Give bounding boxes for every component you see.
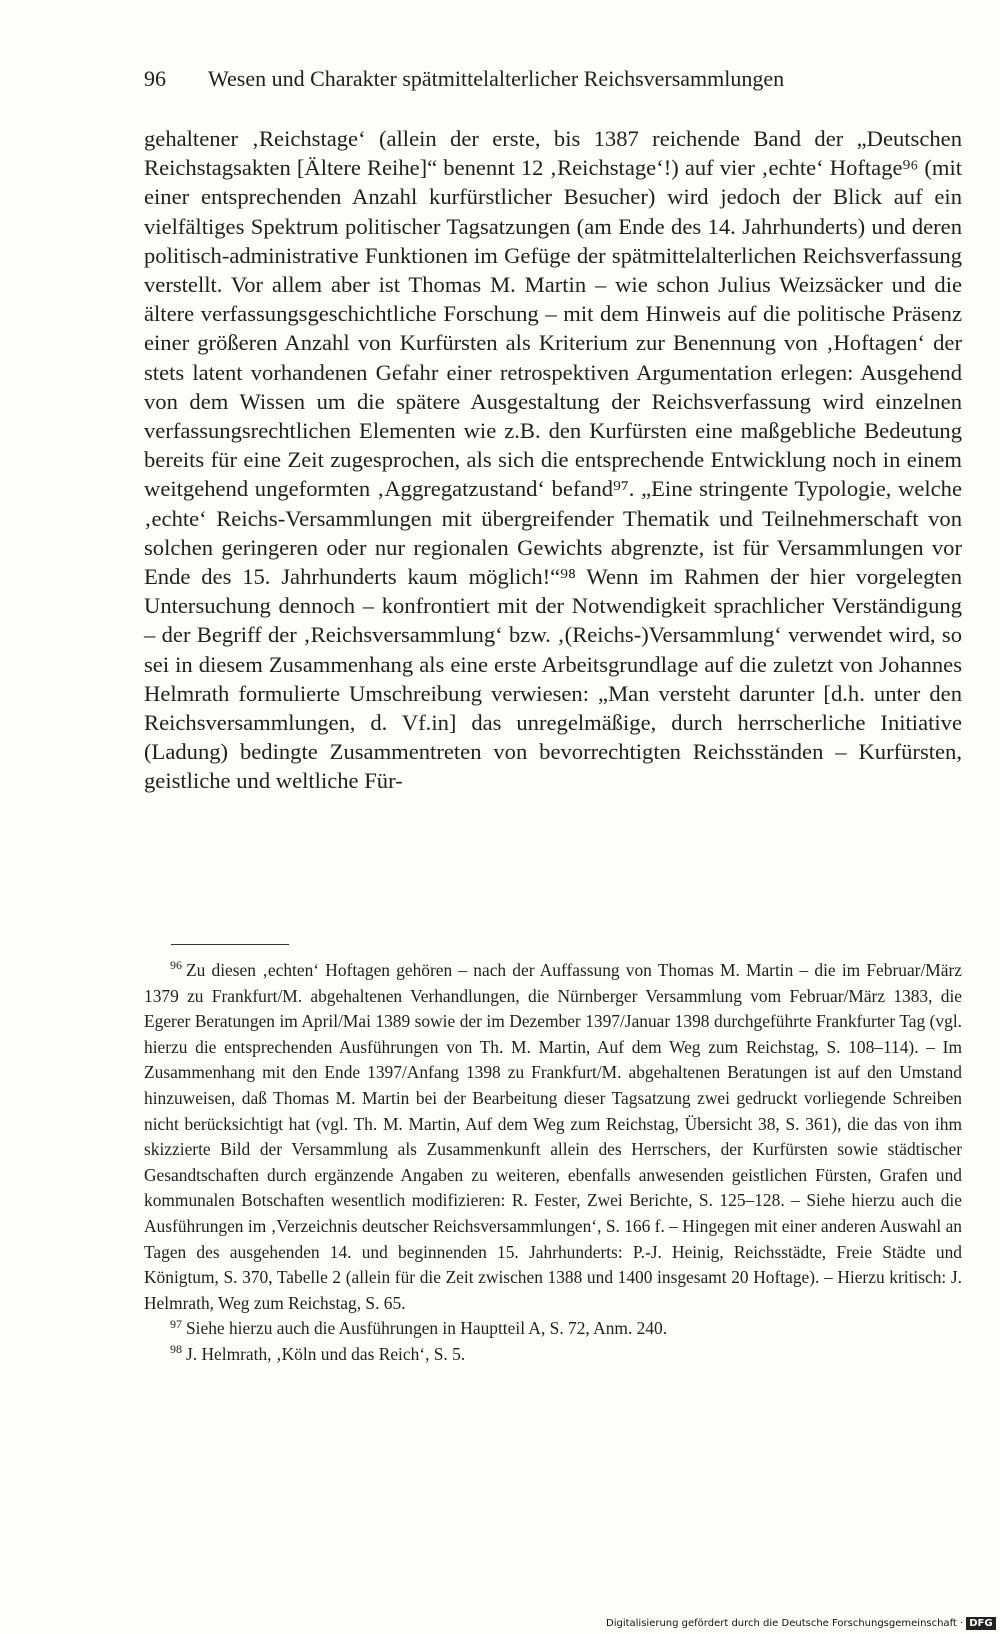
credit-text: Digitalisierung gefördert durch die Deutsche Forschungsgemeinschaft · [606, 1618, 964, 1629]
footnote-text: Siehe hierzu auch die Ausführungen in Hauptteil A, S. 72, Anm. 240. [186, 1318, 668, 1339]
footnote-text: J. Helmrath, ‚Köln und das Reich‘, S. 5. [186, 1343, 466, 1364]
footnote-number: 98 [170, 1342, 182, 1357]
footnote-98 [144, 1342, 962, 1368]
running-header [144, 64, 879, 94]
footnotes [144, 958, 962, 1368]
footnote-96 [144, 958, 962, 1316]
page-number: 96 [144, 66, 166, 91]
footnote-number: 97 [170, 1316, 182, 1331]
digitization-credit [606, 1616, 993, 1632]
footnote-97 [144, 1316, 962, 1342]
running-title: Wesen und Charakter spätmittelalterlicher Reichsversammlungen [208, 66, 785, 91]
main-text [144, 124, 962, 796]
footnote-number: 96 [170, 958, 182, 973]
body-paragraph: gehaltener ‚Reichstage‘ (allein der erste, bis 1387 reichende Band der „Deutschen Reichstagsakten [Ältere Reihe]“ benennt 12 ‚Reichstage‘!) auf vier ‚echte‘ Hoftage⁹⁶ (mit einer entsprechenden Anzahl kurfürstlicher Besucher) wird jedoch der Blick auf ein vielfältiges Spektrum politischer Tagsatzungen (am Ende des 14. Jahrhunderts) und deren politisch-administrative Funktionen im Gefüge der spätmittelalterlichen Reichsverfassung verstellt. Vor allem aber ist Thomas M. Martin – wie schon Julius Weizsäcker und die ältere verfassungsgeschichtliche Forschung – mit dem Hinweis auf die politische Präsenz einer größeren Anzahl von Kurfürsten als Kriterium zur Benennung von ‚Hoftagen‘ der stets latent vorhandenen Gefahr einer retrospektiven Argumentation erlegen: Ausgehend von dem Wissen um die spätere Ausgestaltung der Reichsverfassung wird einzelnen verfassungsrechtlichen Elementen wie z.B. den Kurfürsten eine maßgebliche Bedeutung bereits für eine Zeit zugesprochen, als sich die entsprechende Entwicklung noch in einem weitgehend ungeformten ‚Aggregatzustand‘ befand⁹⁷. „Eine stringente Typologie, welche ‚echte‘ Reichs-Versammlungen mit übergreifender Thematik und Teilnehmerschaft von solchen geringeren oder nur regionalen Gewichts abgrenzte, ist für Versammlungen vor Ende des 15. Jahrhunderts kaum möglich!“⁹⁸ Wenn im Rahmen der hier vorgelegten Untersuchung dennoch – konfrontiert mit der Notwendigkeit sprachlicher Verständigung – der Begriff der ‚Reichsversammlung‘ bzw. ‚(Reichs-)Versammlung‘ verwendet wird, so sei in diesem Zusammenhang als eine erste Arbeitsgrundlage auf die zuletzt von Johannes Helmrath formulierte Umschreibung verwiesen: „Man versteht darunter [d.h. unter den Reichsversammlungen, d. Vf.in] das unregelmäßige, durch herrscherliche Initiative (Ladung) bedingte Zusammentreten von bevorrechtigten Reichsständen – Kurfürsten, geistliche und weltliche Für- [144, 126, 962, 794]
footnote-text: Zu diesen ‚echten‘ Hoftagen gehören – nach der Auffassung von Thomas M. Martin – die im Februar/März 1379 zu Frankfurt/M. abgehaltenen Verhandlungen, die Nürnberger Versammlung vom Februar/März 1383, die Egerer Beratungen im April/Mai 1389 sowie der im Dezember 1397/Januar 1398 durchgeführte Frankfurter Tag (vgl. hierzu die entsprechenden Ausführungen von Th. M. Martin, Auf dem Weg zum Reichstag, S. 108–114). – Im Zusammenhang mit den Ende 1397/Anfang 1398 zu Frankfurt/M. abgehaltenen Beratungen ist auf den Umstand hinzuweisen, daß Thomas M. Martin bei der Bearbeitung dieser Tagsatzung zwei gedruckt vorliegende Schreiben nicht berücksichtigt hat (vgl. Th. M. Martin, Auf dem Weg zum Reichstag, Übersicht 38, S. 361), die das von ihm skizzierte Bild der Versammlung als Zusammenkunft allein des Herrschers, der Kurfürsten sowie städtischer Gesandtschaften durch ergänzende Angaben zu weiteren, ebenfalls anwesenden geistlichen Fürsten, Grafen und kommunalen Botschaften wesentlich modifizieren: R. Fester, Zwei Berichte, S. 125–128. – Siehe hierzu auch die Ausführungen im ‚Verzeichnis deutscher Reichsversammlungen‘, S. 166 f. – Hingegen mit einer anderen Auswahl an Tagen des ausgehenden 14. und beginnenden 15. Jahrhunderts: P.-J. Heinig, Reichsstädte, Freie Städte und Königtum, S. 370, Tabelle 2 (allein für die Zeit zwischen 1388 und 1400 insgesamt 20 Hoftage). – Hierzu kritisch: J. Helmrath, Weg zum Reichstag, S. 65. [144, 960, 962, 1313]
dfg-logo: DFG [966, 1617, 995, 1630]
footnote-separator [171, 944, 289, 945]
